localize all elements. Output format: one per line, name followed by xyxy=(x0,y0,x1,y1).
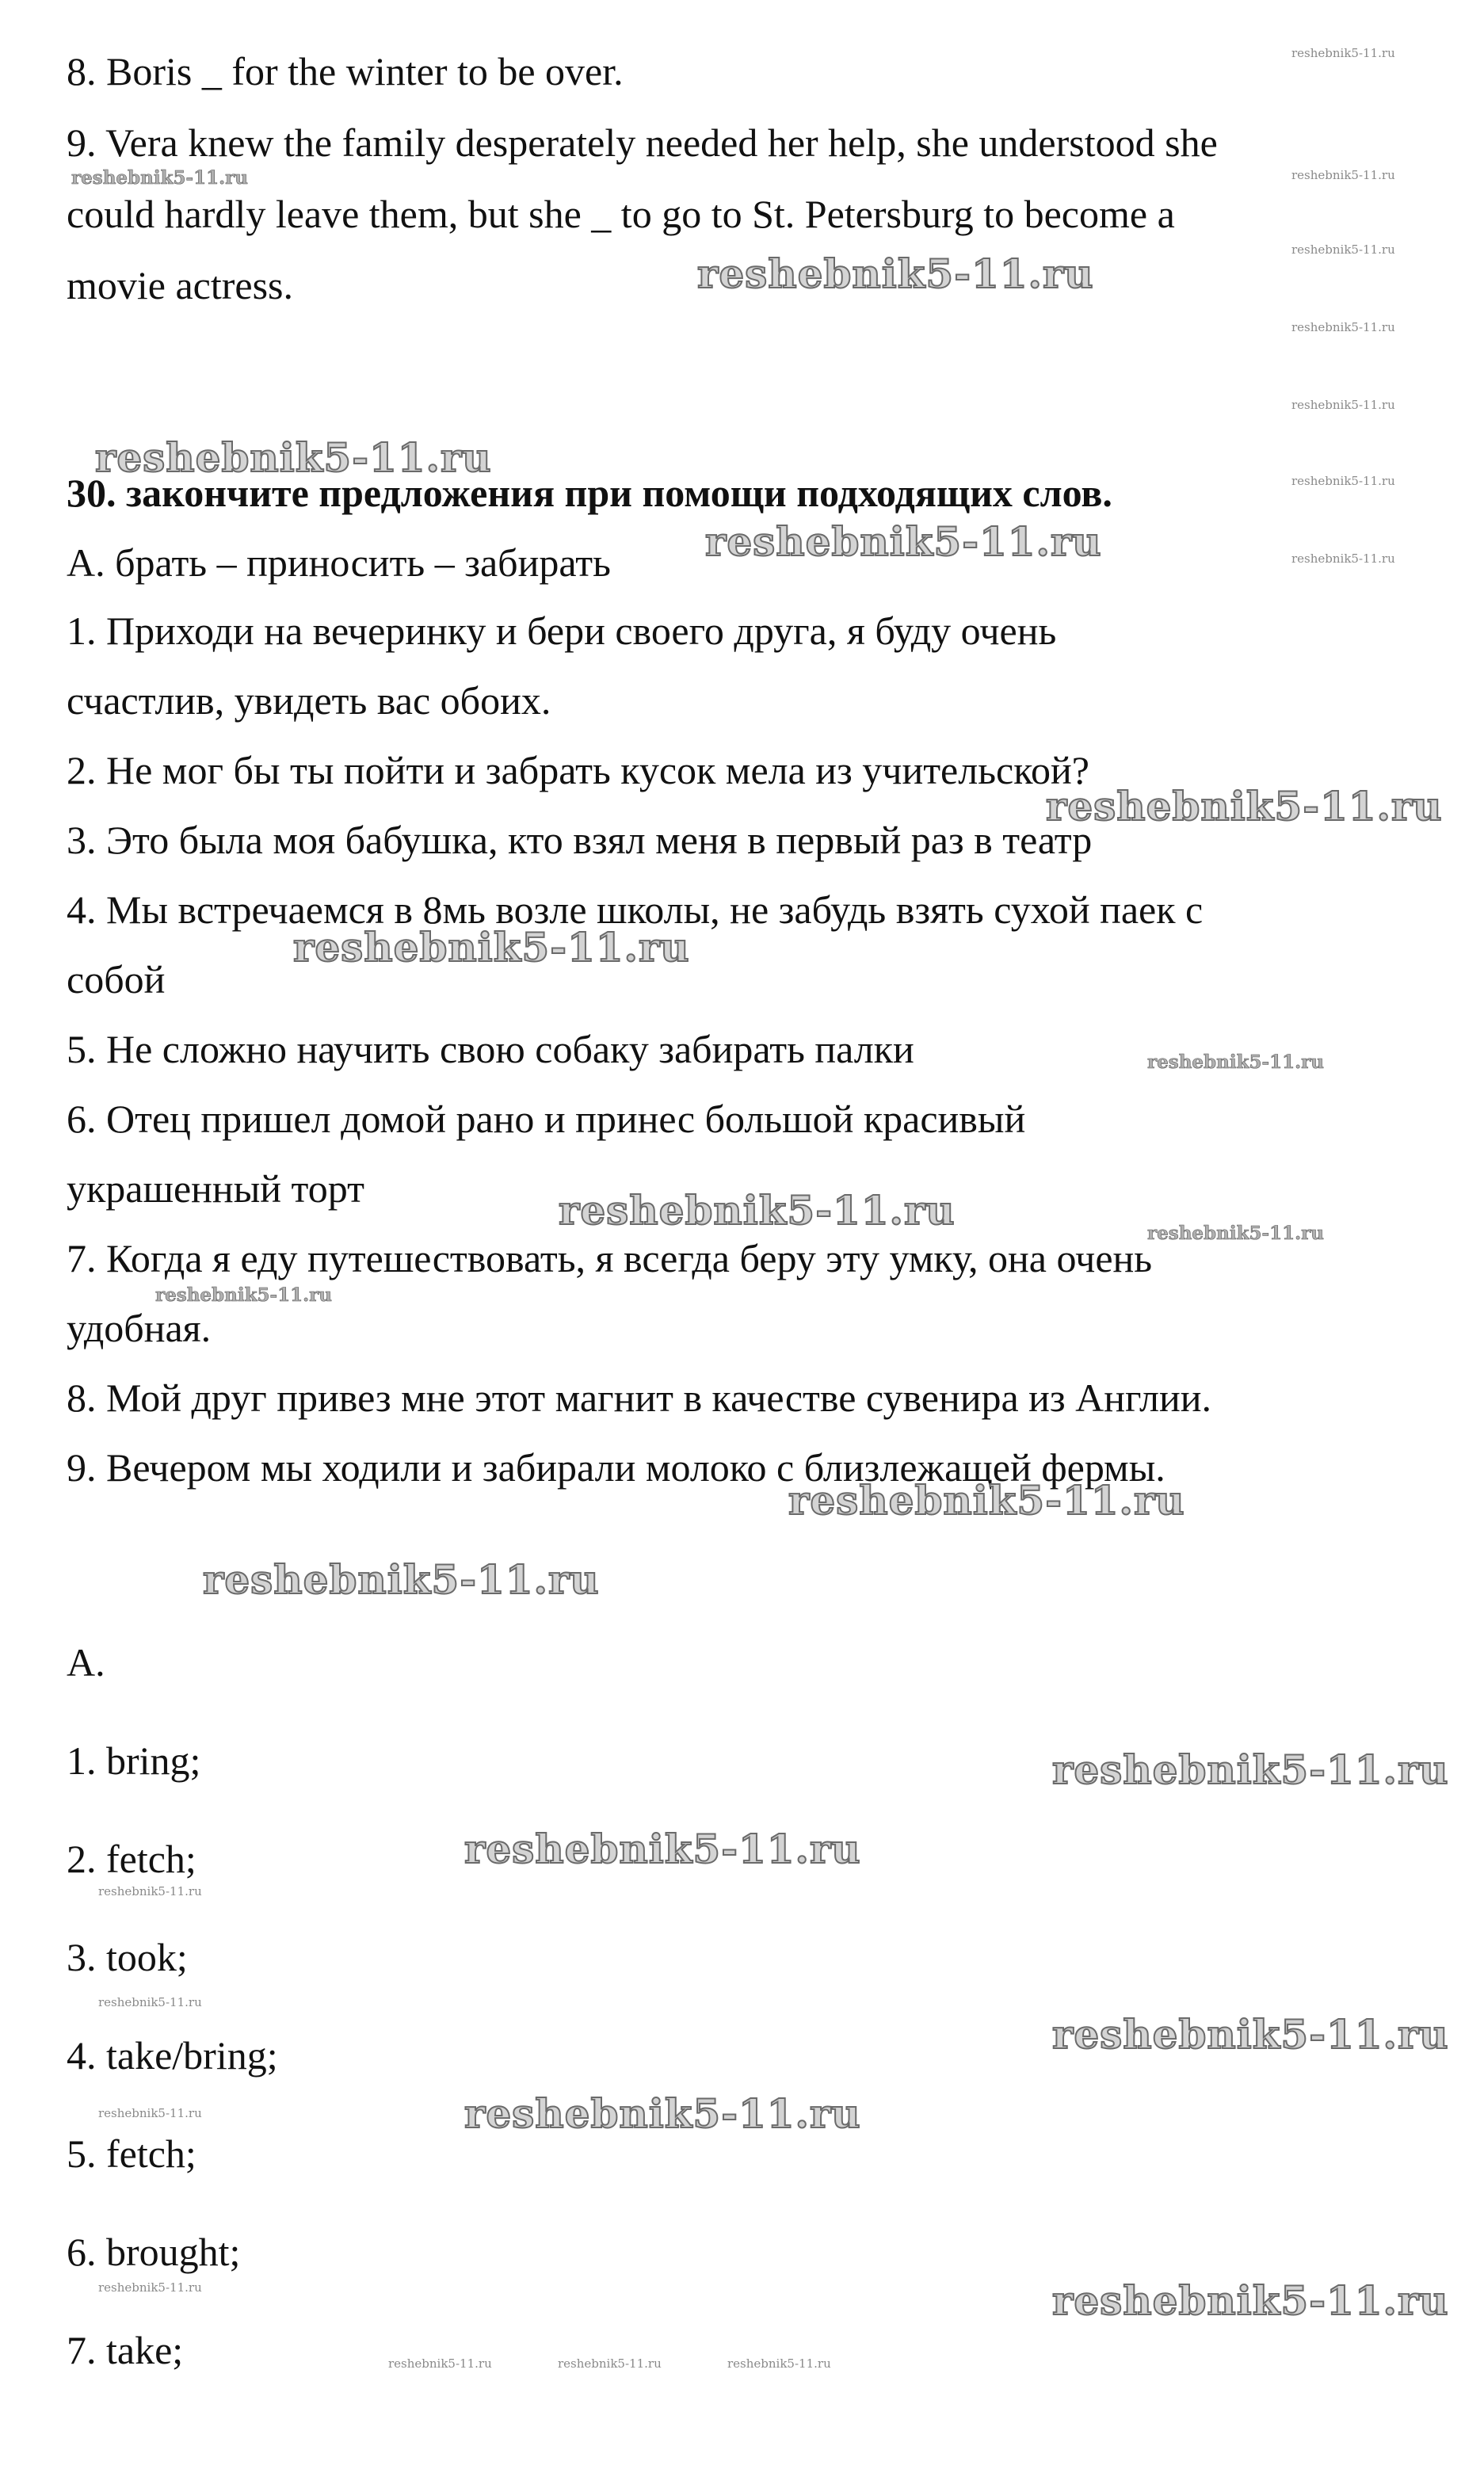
watermark-tiny: reshebnik5-11.ru xyxy=(1291,46,1395,60)
watermark-tiny: reshebnik5-11.ru xyxy=(1291,398,1395,412)
sentence-line: 3. Это была моя бабушка, кто взял меня в первый раз в театр xyxy=(67,818,1093,862)
watermark-small: reshebnik5-11.ru xyxy=(1147,1223,1324,1244)
watermark: reshebnik5-11.ru xyxy=(293,924,690,971)
answer-item: 6. brought; xyxy=(67,2230,241,2274)
watermark-small: reshebnik5-11.ru xyxy=(71,167,248,189)
text-line: 9. Vera knew the family desperately needed her help, she understood she xyxy=(67,120,1218,165)
exercise-title: 30. закончите предложения при помощи подходящих слов. xyxy=(67,471,1112,515)
answer-item: 2. fetch; xyxy=(67,1837,196,1881)
sentence-line: удобная. xyxy=(67,1306,212,1350)
watermark-tiny: reshebnik5-11.ru xyxy=(1291,242,1395,257)
watermark: reshebnik5-11.ru xyxy=(203,1556,600,1603)
sentence-line: 5. Не сложно научить свою собаку забирать палки xyxy=(67,1027,914,1071)
watermark: reshebnik5-11.ru xyxy=(1052,2011,1449,2058)
watermark-tiny: reshebnik5-11.ru xyxy=(1291,320,1395,334)
watermark: reshebnik5-11.ru xyxy=(1052,1746,1449,1793)
answer-item: 3. took; xyxy=(67,1935,188,1979)
sentence-line: 2. Не мог бы ты пойти и забрать кусок мела из учительской? xyxy=(67,748,1089,792)
sentence-line: 9. Вечером мы ходили и забирали молоко с близлежащей фермы. xyxy=(67,1445,1165,1490)
watermark: reshebnik5-11.ru xyxy=(697,250,1094,297)
text-line: movie actress. xyxy=(67,263,294,307)
watermark: reshebnik5-11.ru xyxy=(95,434,492,481)
sentence-line: 4. Мы встречаемся в 8мь возле школы, не забудь взять сухой паек с xyxy=(67,887,1204,932)
watermark-tiny: reshebnik5-11.ru xyxy=(98,2106,202,2120)
watermark-tiny: reshebnik5-11.ru xyxy=(98,2280,202,2295)
sentence-line: собой xyxy=(67,957,166,1002)
answer-item: 7. take; xyxy=(67,2328,184,2372)
watermark-tiny: reshebnik5-11.ru xyxy=(1291,474,1395,488)
watermark: reshebnik5-11.ru xyxy=(464,1826,861,1872)
sentence-line: 8. Мой друг привез мне этот магнит в качестве сувенира из Англии. xyxy=(67,1376,1211,1420)
text-line: could hardly leave them, but she _ to go to St. Petersburg to become a xyxy=(67,192,1175,236)
sentence-line: счастлив, увидеть вас обоих. xyxy=(67,678,551,723)
watermark: reshebnik5-11.ru xyxy=(1046,783,1443,830)
watermark-tiny: reshebnik5-11.ru xyxy=(388,2356,492,2371)
sentence-line: 1. Приходи на вечеринку и бери своего друга, я буду очень xyxy=(67,609,1057,653)
watermark: reshebnik5-11.ru xyxy=(705,518,1102,565)
text-line: 8. Boris _ for the winter to be over. xyxy=(67,49,624,93)
answer-item: 5. fetch; xyxy=(67,2131,196,2176)
watermark-tiny: reshebnik5-11.ru xyxy=(1291,551,1395,566)
watermark: reshebnik5-11.ru xyxy=(788,1477,1185,1524)
watermark-small: reshebnik5-11.ru xyxy=(155,1284,332,1306)
watermark-tiny: reshebnik5-11.ru xyxy=(1291,168,1395,182)
answers-heading: A. xyxy=(67,1640,105,1685)
watermark: reshebnik5-11.ru xyxy=(1052,2277,1449,2324)
word-options: A. брать – приносить – забирать xyxy=(67,540,611,585)
watermark-small: reshebnik5-11.ru xyxy=(1147,1051,1324,1073)
watermark: reshebnik5-11.ru xyxy=(464,2090,861,2137)
sentence-line: 7. Когда я еду путешествовать, я всегда беру эту умку, она очень xyxy=(67,1236,1153,1280)
answer-item: 4. take/bring; xyxy=(67,2033,278,2078)
answer-item: 1. bring; xyxy=(67,1738,201,1783)
sentence-line: украшенный торт xyxy=(67,1166,364,1211)
watermark-tiny: reshebnik5-11.ru xyxy=(98,1995,202,2009)
watermark: reshebnik5-11.ru xyxy=(559,1187,956,1234)
watermark-tiny: reshebnik5-11.ru xyxy=(727,2356,831,2371)
sentence-line: 6. Отец пришел домой рано и принес большой красивый xyxy=(67,1097,1026,1141)
watermark-tiny: reshebnik5-11.ru xyxy=(558,2356,662,2371)
watermark-tiny: reshebnik5-11.ru xyxy=(98,1884,202,1898)
